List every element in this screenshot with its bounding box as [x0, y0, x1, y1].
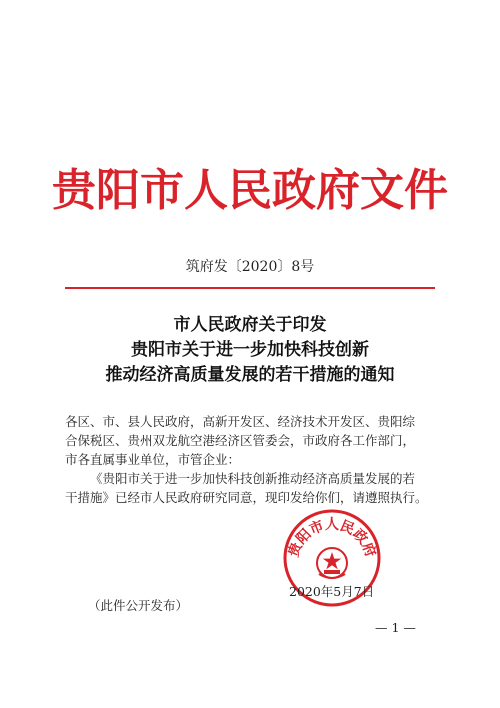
document-body	[65, 412, 437, 507]
public-release-note: （此件公开发布）	[88, 598, 189, 613]
document-title	[0, 313, 500, 388]
red-separator-line	[65, 287, 435, 289]
document-number: 筑府发〔2020〕8号	[185, 259, 315, 275]
body-paragraph-line: 干措施》已经市人民政府研究同意，现印发给你们，请遵照执行。	[65, 490, 428, 505]
addressee-line: 合保税区、贵州双龙航空港经济区管委会，市政府各工作部门，	[65, 433, 416, 448]
page-number: — 1 —	[375, 620, 416, 635]
addressee-line: 各区、市、县人民政府，高新开发区、经济技术开发区、贵阳综	[65, 414, 416, 429]
title-line: 推动经济高质量发展的若干措施的通知	[105, 365, 395, 385]
title-line: 市人民政府关于印发	[173, 315, 327, 335]
body-paragraph-line: 《贵阳市关于进一步加快科技创新推动经济高质量发展的若	[90, 471, 416, 486]
national-emblem-icon	[317, 548, 347, 578]
document-date: 2020年5月7日	[289, 584, 375, 599]
document-masthead: 贵阳市人民政府文件	[52, 165, 448, 216]
title-line: 贵阳市关于进一步加快科技创新	[131, 340, 369, 360]
addressee-line: 市各直属事业单位，市管企业：	[65, 452, 241, 467]
seal-text: 贵阳市人民政府	[285, 517, 379, 560]
